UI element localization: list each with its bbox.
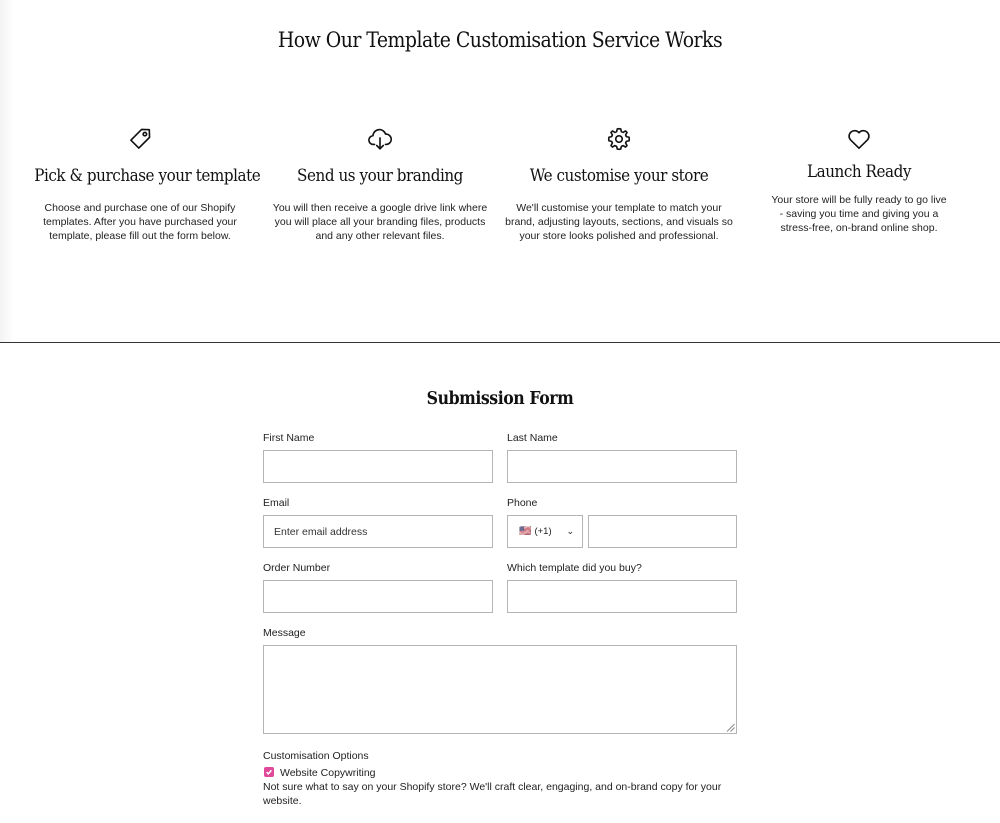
- process-title: How Our Template Customisation Service Works: [277, 28, 723, 52]
- email-label: Email: [263, 497, 290, 509]
- first-name-input[interactable]: [263, 450, 493, 483]
- message-textarea[interactable]: [263, 645, 737, 734]
- phone-label: Phone: [507, 497, 538, 509]
- order-number-input[interactable]: [263, 580, 493, 613]
- step-title: We customise your store: [529, 166, 709, 185]
- first-name-label: First Name: [263, 432, 315, 444]
- heart-icon: [846, 126, 872, 152]
- price-tag-icon: [127, 126, 153, 152]
- order-number-label: Order Number: [263, 562, 331, 574]
- step-send-branding: [265, 126, 495, 243]
- website-copywriting-label[interactable]: Website Copywriting: [280, 767, 376, 779]
- template-input[interactable]: [507, 580, 737, 613]
- step-description: You will then receive a google drive link where you will place all your branding files, products and any other relevant files.: [272, 202, 488, 242]
- section-divider: [0, 342, 1000, 343]
- left-edge-shade: [0, 0, 14, 342]
- phone-country-select[interactable]: [507, 515, 583, 548]
- step-description: Choose and purchase one of our Shopify templates. After you have purchased your template, please fill out the form below.: [43, 202, 237, 242]
- last-name-label: Last Name: [507, 432, 558, 444]
- message-label: Message: [263, 627, 306, 639]
- last-name-input[interactable]: [507, 450, 737, 483]
- form-title: Submission Form: [426, 389, 574, 409]
- step-title: Pick & purchase your template: [34, 166, 261, 185]
- email-input[interactable]: [263, 515, 493, 548]
- step-title: Launch Ready: [806, 162, 912, 181]
- step-pick-purchase: [25, 126, 261, 243]
- checkmark-icon: [265, 768, 273, 776]
- step-description: We'll customise your template to match your brand, adjusting layouts, sections, and visuals so your store looks polished and professional.: [505, 202, 733, 242]
- country-code: (+1): [534, 526, 552, 537]
- customisation-options-label: Customisation Options: [263, 750, 369, 762]
- phone-input[interactable]: [588, 515, 737, 548]
- website-copywriting-description: Not sure what to say on your Shopify store? We'll craft clear, engaging, and on-brand copy for your website.: [263, 781, 722, 807]
- step-description: Your store will be fully ready to go live - saving you time and giving you a stress-free, on-brand online shop.: [771, 194, 947, 234]
- cloud-download-icon: [367, 126, 393, 152]
- step-launch-ready: [770, 126, 948, 235]
- us-flag-icon: 🇺🇸: [519, 526, 532, 537]
- chevron-down-icon: ⌄: [566, 526, 574, 536]
- template-label: Which template did you buy?: [507, 562, 642, 574]
- step-title: Send us your branding: [297, 166, 463, 185]
- resize-grip-icon[interactable]: [726, 723, 735, 732]
- step-we-customise: [503, 126, 735, 243]
- gear-icon: [606, 126, 632, 152]
- website-copywriting-checkbox[interactable]: [264, 767, 274, 777]
